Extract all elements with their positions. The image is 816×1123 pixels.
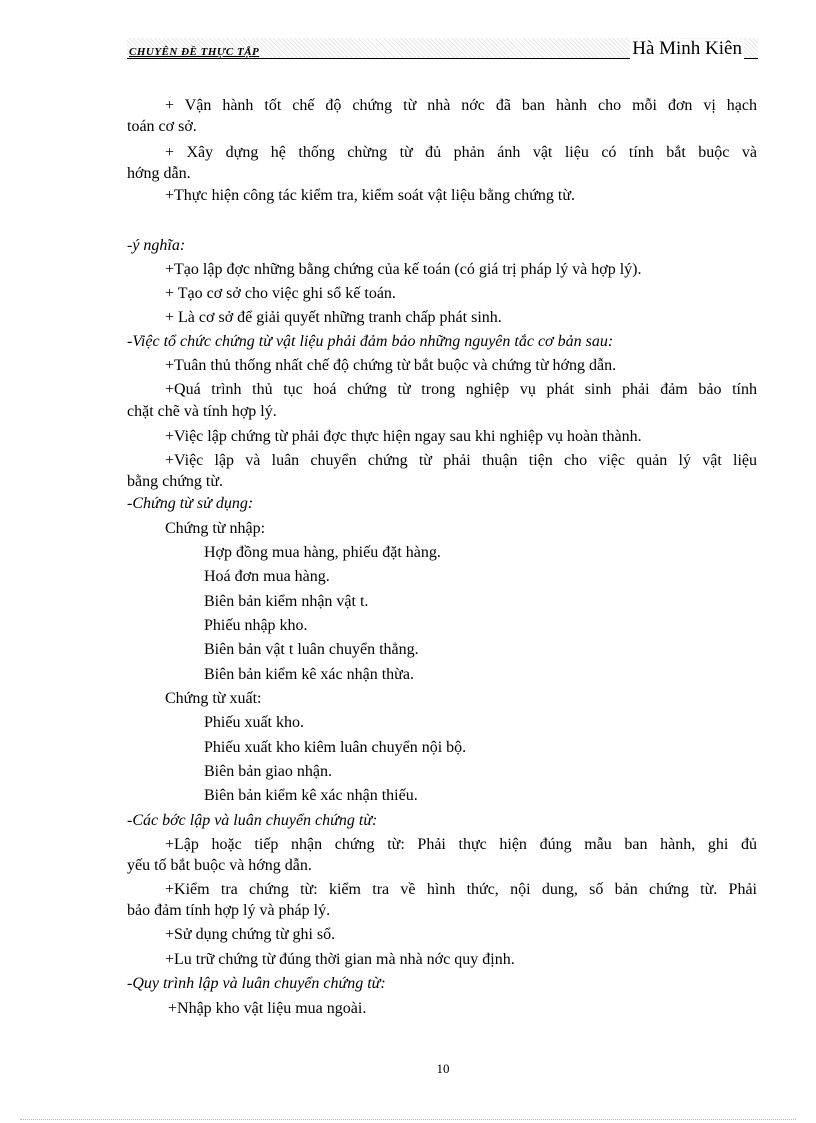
list-item: Biên bản kiểm kê xác nhận thiếu. bbox=[204, 787, 418, 804]
text-line: bảo đảm tính hợp lý và pháp lý. bbox=[127, 902, 331, 919]
section-heading: -Quy trình lập và luân chuyển chứng từ: bbox=[127, 975, 386, 992]
page-number: 10 bbox=[436, 1061, 450, 1076]
text-line: + Vận hành tốt chế độ chứng từ nhà nớc đã ban hành cho mỗi đơn vị hạch bbox=[165, 97, 757, 114]
text-line: +Nhập kho vật liệu mua ngoài. bbox=[168, 1000, 367, 1017]
page-header bbox=[127, 38, 758, 59]
list-item: Phiếu nhập kho. bbox=[204, 617, 308, 634]
text-line: +Sử dụng chứng từ ghi sổ. bbox=[165, 926, 336, 943]
text-line: +Tuân thủ thống nhất chế độ chứng từ bắt buộc và chứng từ hớng dẫn. bbox=[165, 357, 617, 374]
list-item: Hợp đồng mua hàng, phiếu đặt hàng. bbox=[204, 544, 441, 561]
text-line: +Kiểm tra chứng từ: kiểm tra về hình thức, nội dung, số bản chứng từ. Phải bbox=[165, 881, 757, 898]
section-heading: -Chứng từ sử dụng: bbox=[127, 495, 254, 512]
header-doc-title: CHUYÊN ĐỀ THỰC TẬP bbox=[129, 46, 260, 58]
section-heading: -Việc tổ chức chứng từ vật liệu phải đảm bảo những nguyên tắc cơ bản sau: bbox=[127, 333, 614, 350]
section-heading: -Các bớc lập và luân chuyển chứng từ: bbox=[127, 812, 378, 829]
text-line: +Việc lập chứng từ phải đợc thực hiện ngay sau khi nghiệp vụ hoàn thành. bbox=[165, 428, 642, 445]
text-line: bằng chứng từ. bbox=[127, 473, 223, 490]
list-item: Biên bản giao nhận. bbox=[204, 763, 332, 780]
list-item: Biên bản kiểm kê xác nhận thừa. bbox=[204, 666, 414, 683]
text-line: toán cơ sở. bbox=[127, 118, 197, 135]
subheading: Chứng từ xuất: bbox=[165, 690, 262, 707]
text-line: +Việc lập và luân chuyển chứng từ phải thuận tiện cho việc quản lý vật liệu bbox=[165, 452, 757, 469]
text-line: + Tạo cơ sở cho việc ghi sổ kế toán. bbox=[165, 285, 396, 302]
text-line: +Thực hiện công tác kiểm tra, kiểm soát vật liệu bằng chứng từ. bbox=[165, 187, 576, 204]
text-line: hớng dẫn. bbox=[127, 165, 191, 182]
header-author: Hà Minh Kiên bbox=[632, 38, 742, 59]
text-line: + Là cơ sở để giải quyết những tranh chấp phát sinh. bbox=[165, 309, 502, 326]
text-line: chặt chẽ và tính hợp lý. bbox=[127, 403, 277, 420]
list-item: Phiếu xuất kho. bbox=[204, 714, 304, 731]
text-line: yếu tố bắt buộc và hớng dẫn. bbox=[127, 857, 312, 874]
list-item: Phiếu xuất kho kiêm luân chuyển nội bộ. bbox=[204, 739, 467, 756]
text-line: +Quá trình thủ tục hoá chứng từ trong nghiệp vụ phát sinh phải đảm bảo tính bbox=[165, 381, 757, 398]
list-item: Hoá đơn mua hàng. bbox=[204, 568, 330, 585]
text-line: +Lu trữ chứng từ đúng thời gian mà nhà nớc quy định. bbox=[165, 951, 515, 968]
subheading: Chứng từ nhập: bbox=[165, 520, 266, 537]
section-heading: -ý nghĩa: bbox=[127, 237, 186, 254]
text-line: +Tạo lập đợc những bằng chứng của kế toán (có giá trị pháp lý và hợp lý). bbox=[165, 261, 642, 278]
page-bottom-rule bbox=[20, 1119, 796, 1120]
list-item: Biên bản vật t luân chuyển thẳng. bbox=[204, 641, 419, 658]
list-item: Biên bản kiểm nhận vật t. bbox=[204, 593, 369, 610]
text-line: +Lập hoặc tiếp nhận chứng từ: Phải thực hiện đúng mẫu ban hành, ghi đủ bbox=[165, 836, 757, 853]
text-line: + Xây dựng hệ thống chừng từ đủ phản ánh vật liệu có tính bắt buộc và bbox=[165, 144, 757, 161]
